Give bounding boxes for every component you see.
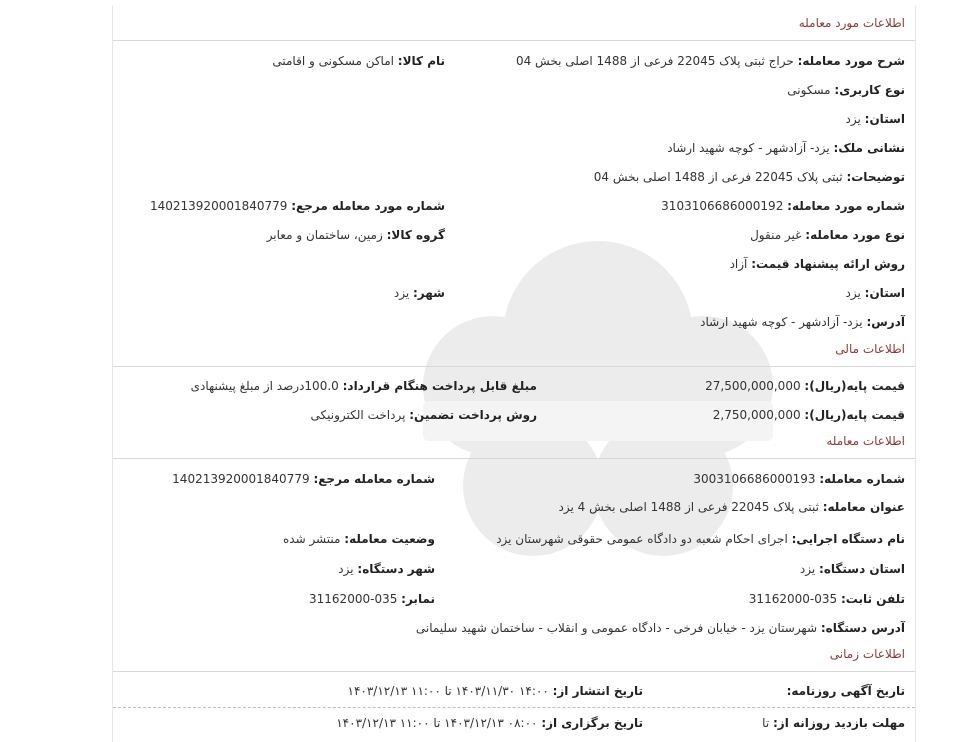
province2-label: استان: xyxy=(864,286,905,300)
description-value: حراج ثبتی پلاک 22045 فرعی از 1488 اصلی بخش 04 xyxy=(515,54,794,68)
province-label: استان: xyxy=(864,112,905,126)
row-deal-number xyxy=(113,468,915,490)
field-base-price xyxy=(705,375,905,397)
visit-deadline-value: تا xyxy=(762,716,770,730)
notes-label: توضیحات: xyxy=(846,170,905,184)
item-type-value: غیر منقول xyxy=(750,228,802,242)
address-value: یزد- آزادشهر - کوچه شهید ارشاد xyxy=(700,315,863,329)
field-notes xyxy=(594,166,905,188)
holding-date-value: ۰۸:۰۰ ۱۴۰۳/۱۲/۱۳ تا ۱۱:۰۰ ۱۴۰۳/۱۲/۱۳ xyxy=(336,716,538,730)
field-publish-date xyxy=(348,680,643,702)
field-item-type xyxy=(750,224,905,246)
org-city-label: شهر دستگاه: xyxy=(357,562,435,576)
field-item-number xyxy=(661,195,905,217)
field-org xyxy=(496,528,905,550)
row-item-number xyxy=(113,195,915,217)
offer-method-value: آزاد xyxy=(729,257,748,271)
visit-deadline-label: مهلت بازدید روزانه از: xyxy=(773,716,905,730)
deal-title-value: ثبتی پلاک 22045 فرعی از 1488 اصلی بخش 4 یزد xyxy=(558,500,819,514)
field-payable xyxy=(191,375,537,397)
row-visit-deadline xyxy=(113,712,915,734)
payable-label: مبلغ قابل پرداخت هنگام قرارداد: xyxy=(342,379,537,393)
row-phone xyxy=(113,588,915,610)
org-value: اجرای احکام شعبه دو دادگاه عمومی حقوقی شهرستان یزد xyxy=(496,532,788,546)
status-label: وضعیت معامله: xyxy=(344,532,435,546)
row-province xyxy=(113,108,915,130)
city-value: یزد xyxy=(393,286,410,300)
field-org-address xyxy=(416,617,905,639)
base-price-label: قیمت پایه(ریال): xyxy=(804,379,905,393)
goods-group-value: زمین، ساختمان و معابر xyxy=(266,228,383,242)
deal-number-value: 3003106686000193 xyxy=(693,472,816,486)
field-deal-ref-number xyxy=(172,468,435,490)
org-address-value: شهرستان یزد - خیابان فرخی - دادگاه عمومی و انقلاب - ساختمان شهید سلیمانی xyxy=(415,621,818,635)
field-base-price2 xyxy=(713,404,905,426)
row-org-address xyxy=(113,617,915,639)
payable-value: 100.0درصد از مبلغ پیشنهادی xyxy=(190,379,339,393)
publish-date-label: تاریخ انتشار از: xyxy=(552,684,643,698)
field-goods-group xyxy=(267,224,445,246)
holding-date-label: تاریخ برگزاری از: xyxy=(541,716,643,730)
field-goods-name xyxy=(272,50,445,72)
field-province xyxy=(846,108,906,130)
goods-name-label: نام کالا: xyxy=(397,54,445,68)
usage-value: مسکونی xyxy=(787,83,831,97)
section-title-financial: اطلاعات مالی xyxy=(835,342,905,356)
org-province-value: یزد xyxy=(799,562,816,576)
row-notes xyxy=(113,166,915,188)
row-base-price xyxy=(113,375,915,397)
field-city xyxy=(394,282,445,304)
guarantee-value: پرداخت الکترونیکی xyxy=(310,408,406,422)
row-newspaper-date xyxy=(113,680,915,702)
separator xyxy=(113,671,915,672)
section-title-deal-info: اطلاعات مورد معامله xyxy=(798,16,905,30)
province-value: یزد xyxy=(845,112,861,126)
guarantee-label: روش پرداخت تضمین: xyxy=(409,408,537,422)
field-property-address xyxy=(667,137,905,159)
deal-ref-number-value: 140213920001840779 xyxy=(172,472,310,486)
field-address xyxy=(700,311,905,333)
description-label: شرح مورد معامله: xyxy=(797,54,905,68)
row-offer-method xyxy=(113,253,915,275)
row-org-province xyxy=(113,558,915,580)
field-org-city xyxy=(338,558,435,580)
city-label: شهر: xyxy=(413,286,445,300)
goods-group-label: گروه کالا: xyxy=(386,228,445,242)
property-address-label: نشانی ملک: xyxy=(833,141,905,155)
row-property-address xyxy=(113,137,915,159)
fax-label: نمابر: xyxy=(401,592,435,606)
field-visit-deadline xyxy=(762,712,905,734)
base-price2-value: 2,750,000,000 xyxy=(712,408,801,422)
property-address-value: یزد- آزادشهر - کوچه شهید ارشاد xyxy=(667,141,830,155)
separator xyxy=(113,458,915,459)
field-deal-title xyxy=(559,496,905,518)
fax-value: 035-31162000 xyxy=(309,592,398,606)
deal-ref-number-label: شماره معامله مرجع: xyxy=(313,472,435,486)
field-guarantee xyxy=(311,404,537,426)
field-newspaper-date xyxy=(787,680,905,702)
goods-name-value: اماکن مسکونی و اقامتی xyxy=(272,54,394,68)
separator xyxy=(113,366,915,367)
section-title-timing: اطلاعات زمانی xyxy=(829,647,905,661)
notes-value: ثبتی پلاک 22045 فرعی از 1488 اصلی بخش 04 xyxy=(593,170,843,184)
field-fax xyxy=(309,588,435,610)
item-number-label: شماره مورد معامله: xyxy=(787,199,905,213)
separator xyxy=(113,40,915,41)
field-org-province xyxy=(800,558,905,580)
newspaper-date-label: تاریخ آگهی روزنامه: xyxy=(786,684,905,698)
row-province2 xyxy=(113,282,915,304)
base-price2-label: قیمت پایه(ریال): xyxy=(804,408,905,422)
field-offer-method xyxy=(730,253,905,275)
field-description xyxy=(516,50,905,72)
offer-method-label: روش ارائه پیشنهاد قیمت: xyxy=(751,257,905,271)
deal-number-label: شماره معامله: xyxy=(819,472,905,486)
section-title-deal: اطلاعات معامله xyxy=(826,434,905,448)
field-usage xyxy=(787,79,905,101)
org-label: نام دستگاه اجرایی: xyxy=(791,532,905,546)
field-phone xyxy=(749,588,905,610)
deal-title-label: عنوان معامله: xyxy=(822,500,905,514)
base-price-value: 27,500,000,000 xyxy=(705,379,801,393)
row-usage xyxy=(113,79,915,101)
row-base-price2 xyxy=(113,404,915,426)
row-address xyxy=(113,311,915,333)
item-type-label: نوع مورد معامله: xyxy=(805,228,905,242)
org-province-label: استان دستگاه: xyxy=(819,562,905,576)
province2-value: یزد xyxy=(845,286,861,300)
field-deal-number xyxy=(693,468,905,490)
row-description xyxy=(113,50,915,72)
item-number-value: 3103106686000192 xyxy=(661,199,784,213)
separator xyxy=(113,707,915,708)
row-item-type xyxy=(113,224,915,246)
org-city-value: یزد xyxy=(338,562,354,576)
row-deal-title xyxy=(113,496,915,518)
row-org xyxy=(113,528,915,550)
ref-number-label: شماره مورد معامله مرجع: xyxy=(291,199,445,213)
phone-label: تلفن ثابت: xyxy=(840,592,905,606)
phone-value: 035-31162000 xyxy=(748,592,838,606)
publish-date-value: ۱۴:۰۰ ۱۴۰۳/۱۱/۳۰ تا ۱۱:۰۰ ۱۴۰۳/۱۲/۱۳ xyxy=(347,684,549,698)
status-value: منتشر شده xyxy=(282,532,341,546)
field-status xyxy=(283,528,435,550)
ref-number-value: 140213920001840779 xyxy=(149,199,288,213)
field-province2 xyxy=(846,282,906,304)
address-label: آدرس: xyxy=(866,315,905,329)
usage-label: نوع کاربری: xyxy=(834,83,905,97)
field-holding-date xyxy=(336,712,643,734)
document-frame xyxy=(112,6,916,742)
field-ref-number xyxy=(150,195,445,217)
org-address-label: آدرس دستگاه: xyxy=(820,621,905,635)
